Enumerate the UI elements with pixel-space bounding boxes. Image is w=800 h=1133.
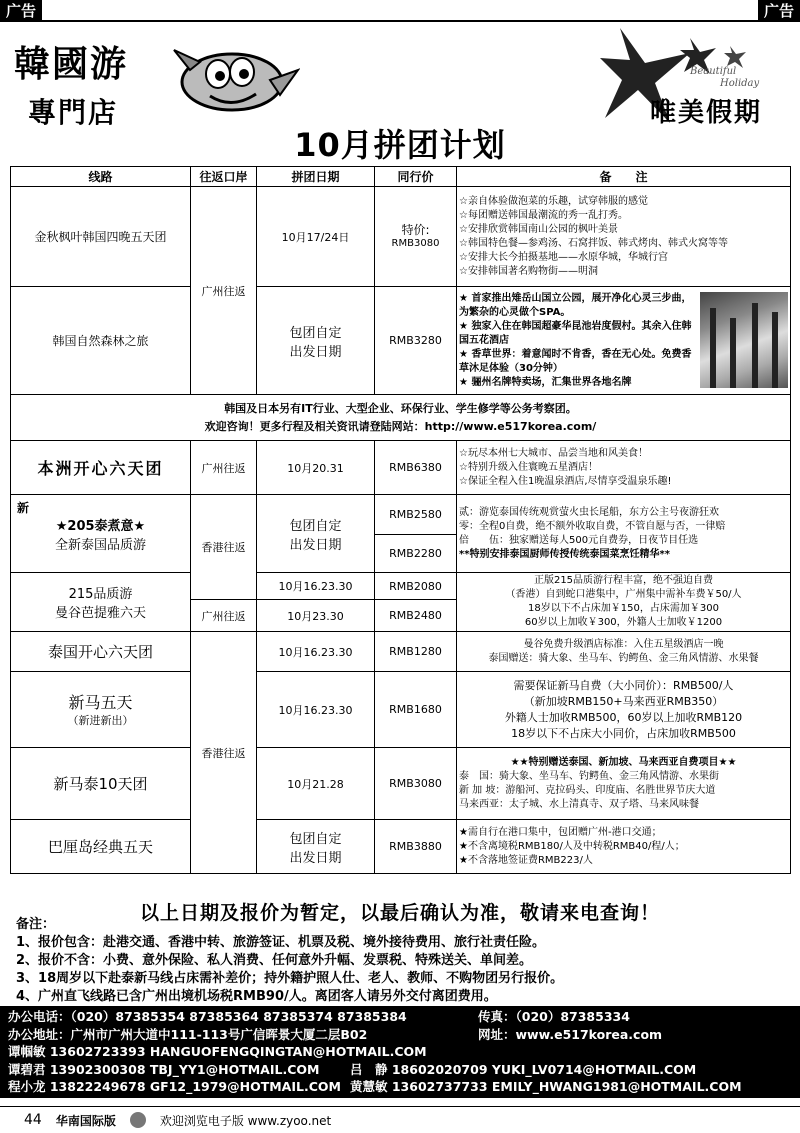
route-cell: 巴厘岛经典五天 (11, 820, 191, 874)
table-header-row (11, 167, 791, 187)
date-cell: 10月17/24日 (257, 187, 375, 287)
page-number: 44 (24, 1112, 42, 1128)
note-line: 零：全程0自费，绝不额外收取自费，不管自愿与否，一律赔 (459, 520, 726, 532)
table-row (11, 672, 791, 748)
remark-item: 1、报价包含：赴港交通、香港中转、旅游签证、机票及税、境外接待费用、旅行社责任险。 (16, 935, 546, 950)
price-cell: RMB3880 (375, 820, 457, 874)
notes-cell (457, 820, 791, 874)
remark-item: 2、报价不含：小费、意外保险、私人消费、任何意外升幅、发票税、特殊送关、单间差。 (16, 953, 533, 968)
date-line: 出发日期 (289, 850, 342, 866)
note-line: （新加坡RMB150+马来西亚RMB350） (523, 694, 724, 708)
price-cell: RMB2580 (375, 495, 457, 535)
note-line: 18岁以下不占床加￥150，占床需加￥300 (528, 603, 719, 614)
table-row (11, 748, 791, 820)
date-cell: 10月16.23.30 (257, 632, 375, 672)
address: 办公地址：广州市广州大道中111-113号广信晖景大厦二层B02 (8, 1026, 368, 1042)
note-line: 18岁以下不占床大小同价，占床加收RMB500 (511, 726, 736, 740)
header-notes: 备 注 (457, 167, 791, 187)
port-cell: 广州往返 (191, 187, 257, 395)
price-cell: RMB6380 (375, 441, 457, 495)
table-row (11, 573, 791, 600)
note-line: ★ 独家入住在韩国超豪华昆池岩度假村。其余入住韩国五花酒店 (459, 320, 692, 346)
route-line: 曼谷芭提雅六天 (54, 606, 146, 621)
route-cell: 金秋枫叶韩国四晚五天团 (11, 187, 191, 287)
info-banner (11, 395, 791, 441)
table-row (11, 441, 791, 495)
date-cell (257, 820, 375, 874)
note-line: ★ 首家推出雉岳山国立公园，展开净化心灵三步曲，为繁杂的心灵做个SPA。 (459, 292, 692, 318)
price-cell: RMB1680 (375, 672, 457, 748)
banner-line: 韩国及日本另有IT行业、大型企业、环保行业、学生修学等公务考察团。 (224, 401, 577, 415)
route-line: 全新泰国品质游 (54, 537, 146, 553)
fax: 传真：（020）87385334 (478, 1009, 630, 1024)
contact-person: 谭帼敏 13602723393 HANGUOFENGQINGTAN@HOTMAIL.COM (8, 1044, 427, 1059)
contact-person: 黄慧敏 13602737733 EMILY_HWANG1981@HOTMAIL.COM (350, 1079, 742, 1094)
new-badge: 新 (17, 501, 30, 515)
top-divider (0, 20, 800, 22)
table-row (11, 632, 791, 672)
airplane-mascot-icon (170, 40, 300, 120)
seal-icon (130, 1112, 146, 1128)
website-link[interactable]: 网址：www.e517korea.com (478, 1026, 663, 1042)
route-cell: 韩国自然森林之旅 (11, 287, 191, 395)
footer-slogan: 欢迎浏览电子版 www.zyoo.net (159, 1113, 332, 1128)
note-line: 新 加 坡：游船河、克拉码头、印度庙、名胜世界节庆大道 (459, 784, 716, 796)
table-row (11, 495, 791, 535)
note-line: 正版215品质游行程丰富，绝不强迫自费 (533, 575, 714, 586)
route-line: 215品质游 (68, 587, 133, 602)
note-line: ★需自行在港口集中，包团赠广州-港口交通； (459, 826, 662, 838)
route-cell: 泰国开心六天团 (11, 632, 191, 672)
route-cell: 本洲开心六天团 (11, 441, 191, 495)
table-row (11, 287, 791, 395)
table-row (11, 820, 791, 874)
port-cell: 香港往返 (191, 632, 257, 874)
notes-cell (457, 441, 791, 495)
price-cell: RMB2280 (375, 535, 457, 573)
brand-right-beautiful: Beautiful (690, 66, 737, 77)
notes-cell (457, 748, 791, 820)
brand-right-holiday: Holiday (720, 78, 760, 89)
remarks-section (16, 916, 786, 1006)
price-cell: RMB3280 (375, 287, 457, 395)
note-line: **特别安排泰国厨师传授传统泰国菜烹饪精华** (459, 548, 670, 560)
notes-cell (457, 495, 791, 573)
publication-name: 华南国际版 (55, 1113, 116, 1128)
date-cell: 10月16.23.30 (257, 573, 375, 600)
notes-cell (457, 187, 791, 287)
note-line: ☆韩国特色餐—参鸡汤、石窝拌饭、韩式烤肉、韩式火窝等等 (459, 237, 728, 249)
route-line: 新马五天 (68, 692, 133, 712)
note-line: ★ 骊州名牌特卖场，汇集世界各地名牌 (459, 376, 632, 388)
note-line: ★不含离境税RMB180/人及中转税RMB40/程/人； (459, 840, 685, 852)
note-line: 外籍人士加收RMB500，60岁以上加收RMB120 (504, 710, 743, 724)
brand-title: 韓國游 (14, 43, 129, 85)
note-line: ☆玩尽本州七大城市、品尝当地和风美食！ (459, 447, 648, 459)
date-cell: 10月23.30 (257, 600, 375, 632)
note-line: ★ 香草世界：着意闻时不肯香，香在无心处。免费香草沐足体验（30分钟） (459, 348, 692, 374)
price-cell: RMB2080 (375, 573, 457, 600)
date-line: 包团自定 (289, 831, 342, 847)
forest-photo (700, 292, 788, 388)
notes-cell (457, 672, 791, 748)
price-value: RMB3080 (391, 237, 440, 249)
date-cell (257, 495, 375, 573)
note-line: ☆安排大长今拍摄基地——水原华城，华城行宫 (459, 251, 668, 263)
note-line: 泰国赠送：骑大象、坐马车、钓鳄鱼、金三角风情游、水果餐 (488, 652, 759, 664)
date-cell: 10月21.28 (257, 748, 375, 820)
ad-label-right: 广告 (758, 0, 800, 22)
tour-plan-table (10, 166, 791, 874)
note-line: 需要保证新马自费（大小同价）：RMB500/人 (513, 678, 734, 692)
price-cell: RMB3080 (375, 748, 457, 820)
office-phone: 办公电话：（020）87385354 87385364 87385374 87385384 (8, 1009, 407, 1024)
banner-line: 欢迎咨询！更多行程及相关资讯请登陆网站：http://www.e517korea.com/ (204, 419, 597, 433)
note-line: ★★特别赠送泰国、新加坡、马来西亚自费项目★★ (510, 756, 737, 768)
date-line: 出发日期 (289, 537, 342, 553)
route-cell (11, 573, 191, 632)
date-line: 包团自定 (289, 518, 342, 534)
note-line: （香港）自到蛇口港集中，广州集中需补车费￥50/人 (505, 589, 742, 600)
remark-item: 3、18周岁以下赴泰新马线占床需补差价；持外籍护照人仕、老人、教师、不购物团另行报价。 (16, 971, 564, 986)
date-line: 包团自定 (289, 325, 342, 341)
note-line: 曼谷免费升级酒店标准：入住五星级酒店一晚 (523, 638, 724, 650)
contact-block (0, 1006, 800, 1098)
header-date: 拼团日期 (257, 167, 375, 187)
table-row (11, 187, 791, 287)
header-route: 线路 (11, 167, 191, 187)
price-label: 特价: (401, 222, 430, 237)
note-line: 倍 伍：独家赠送每人500元自费券，日夜节目任选 (459, 534, 699, 546)
note-line: ☆特别升级入住寰晚五星酒店！ (459, 461, 598, 473)
header-price: 同行价 (375, 167, 457, 187)
brand-right-name: 唯美假期 (650, 98, 763, 128)
date-cell: 10月20.31 (257, 441, 375, 495)
note-line: ☆亲自体验做泡菜的乐趣，试穿韩服的感觉 (459, 195, 648, 207)
header-port: 往返口岸 (191, 167, 257, 187)
port-cell: 香港往返 (191, 495, 257, 600)
note-line: ☆安排韩国著名购物街——明洞 (459, 265, 598, 277)
contact-person: 程小龙 13822249678 GF12_1979@HOTMAIL.COM (8, 1079, 341, 1094)
contact-person: 吕 静 18602020709 YUKI_LV0714@HOTMAIL.COM (350, 1061, 697, 1077)
route-cell: 新马泰10天团 (11, 748, 191, 820)
route-cell (11, 672, 191, 748)
route-subline: （新进新出） (67, 713, 134, 727)
page-footer (0, 1106, 800, 1133)
note-line: ☆每团赠送韩国最潮流的秀一乱打秀。 (459, 209, 628, 221)
brand-subtitle: 專門店 (28, 96, 119, 129)
ad-label-left: 广告 (0, 0, 42, 22)
page-title: 10月拼团计划 (294, 126, 506, 164)
note-line: ★不含落地签证费RMB223/人 (459, 854, 593, 866)
price-cell: RMB1280 (375, 632, 457, 672)
notes-cell (457, 573, 791, 632)
note-line: 马来西亚：太子城、水上清真寺、双子塔、马来风味餐 (459, 798, 699, 810)
date-cell (257, 287, 375, 395)
date-cell: 10月16.23.30 (257, 672, 375, 748)
note-line: 泰 国：骑大象、坐马车、钓鳄鱼、金三角风情游、水果街 (459, 770, 719, 782)
note-line: 贰：游览泰国传统观赏萤火虫长尾船，东方公主号夜游狂欢 (459, 506, 719, 518)
table-row (11, 395, 791, 441)
note-line: ☆安排欣赏韩国南山公园的枫叶美景 (459, 223, 618, 235)
remarks-title: 备注： (16, 917, 56, 932)
brand-logo-left (14, 36, 128, 131)
remark-item: 4、广州直飞线路已含广州出境机场税RMB90/人。离团客人请另外交付离团费用。 (16, 989, 497, 1004)
price-cell (375, 187, 457, 287)
notes-cell (457, 632, 791, 672)
port-cell: 广州往返 (191, 441, 257, 495)
port-cell: 广州往返 (191, 600, 257, 632)
notes-cell (457, 287, 791, 395)
route-cell (11, 495, 191, 573)
date-line: 出发日期 (289, 344, 342, 360)
route-line: ★205泰煮意★ (55, 518, 146, 534)
price-cell: RMB2480 (375, 600, 457, 632)
contact-person: 谭碧君 13902300308 TBJ_YY1@HOTMAIL.COM (8, 1061, 320, 1077)
note-line: 60岁以上加收￥300，外籍人士加收￥1200 (524, 617, 723, 628)
note-line: ☆保证全程入住1晚温泉酒店,尽情享受温泉乐趣! (459, 475, 672, 487)
bottom-banner: 以上日期及报价为暂定，以最后确认为准，敬请来电查询！ (139, 902, 660, 924)
